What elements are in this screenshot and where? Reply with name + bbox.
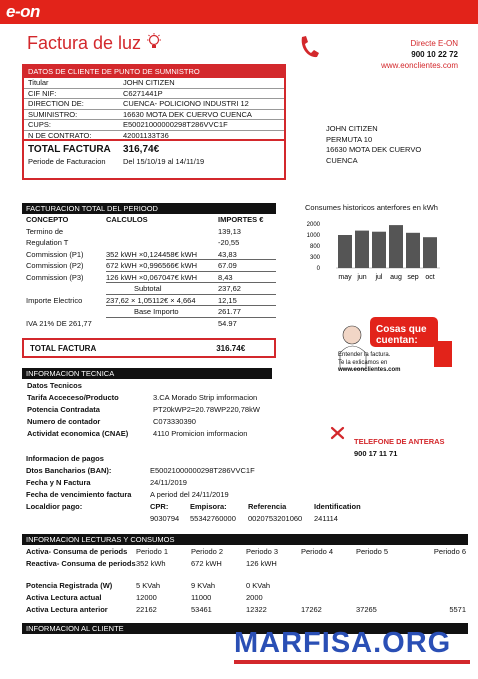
y-tick-label: 2000 — [306, 222, 320, 228]
contact-label: Directe E-ON — [410, 39, 458, 48]
billing-col-headers: CONCEPTO CALCULOS IMPORTES € — [26, 215, 264, 224]
x-tick-label: may — [338, 274, 352, 281]
total-factura-summary: TOTAL FACTURA 316,74€ — [28, 144, 160, 155]
billing-row: Commission (P3) 126 kWH ×0,067047€ kWH 8,43 — [22, 272, 276, 284]
y-tick-label: 800 — [309, 244, 320, 250]
technical-row: Potencia Contradata PT20kWP2=20.78WP220,78kW — [27, 405, 260, 414]
x-tick-label: oct — [425, 274, 435, 281]
readings-row: Activa Lectura anterior 22162 53461 12322 17262 37265 5571 — [26, 605, 466, 614]
breakdown-phone: TELEFONE DE ANTERAS 900 17 11 71 — [354, 437, 445, 458]
billing-row: Commission (P2) 672 kWH ×0,996566€ kWH 67.09 — [22, 260, 276, 272]
contact-web-link[interactable]: www.eonclientes.com — [381, 61, 458, 70]
billing-row: IVA 21% DE 261,77 54.97 — [26, 318, 237, 328]
y-tick-label: 300 — [309, 255, 320, 261]
top-bar — [0, 0, 478, 24]
x-tick-label: sep — [407, 274, 419, 281]
client-row: CIF NIF: C6271441P — [24, 89, 284, 100]
technical-row: Numero de contador C073330390 — [27, 417, 196, 426]
readings-header: INFORMACION LECTURAS Y CONSUMOS — [22, 534, 468, 545]
x-tick-label: jul — [375, 274, 383, 281]
billing-row: Commission (P1) 352 kWH ×0,124458€ kWH 43,83 — [22, 249, 276, 261]
client-row: Titular JOHN CITIZEN — [24, 78, 284, 89]
billing-row: Subtotal 237,62 — [22, 283, 276, 295]
promo-text: Entender la factura. Te la exlicamos en www.eonclientes.com — [338, 352, 401, 373]
readings-section — [22, 534, 468, 616]
client-row: SUMINISTRO: 16630 MOTA DEK CUERVO CUENCA — [24, 110, 284, 121]
billing-row: Base Importo 261.77 — [22, 306, 276, 318]
client-data-box — [22, 64, 286, 180]
client-data-header: DATOS DE CLIENTE DE PUNTO DE SUMNISTRO — [24, 66, 284, 78]
page-title: Factura de luz — [27, 33, 142, 53]
contact-block — [340, 38, 458, 71]
promo-title: Cosas que cuentan: — [376, 324, 427, 346]
contact-phone: 900 10 22 72 — [411, 50, 458, 59]
y-tick-label: 0 — [316, 266, 320, 272]
y-tick-label: 1000 — [306, 233, 320, 239]
billing-period: Periode de Facturacion Del 15/10/19 al 14/11/19 — [28, 157, 205, 166]
phone-icon — [298, 35, 320, 59]
x-tick-label: aug — [390, 274, 402, 281]
payment-location-row: Localdior pago: CPR: Empisora: Referencia Identification — [26, 502, 361, 511]
watermark: MARFISA.ORG — [234, 627, 452, 659]
chart-bar — [389, 225, 403, 268]
chart-bar — [338, 235, 352, 268]
total-factura-box: TOTAL FACTURA 316.74€ — [22, 338, 276, 358]
billing-row: Termino de 139,13 — [26, 226, 241, 236]
chart-title: Consumes historicos anterfores en kWh — [305, 203, 438, 212]
chart-bar — [423, 237, 437, 268]
technical-subtitle: Datos Tecnicos — [27, 381, 82, 390]
payment-row: Dtos Bancharios (BAN): E50021000000298T286VVC1F — [26, 466, 255, 475]
readings-row: Reactiva- Consuma de periods 352 kWh 672 kWH 126 kWH — [26, 559, 277, 568]
payment-section — [26, 453, 446, 525]
readings-row: Activa Lectura actual 12000 11000 2000 — [26, 593, 263, 602]
billing-header: FACTURACION TOTAL DEL PERIOOD — [22, 203, 276, 214]
technical-row: Tarifa Acceceso/Producto 3.CA Morado Strip imformacion — [27, 393, 258, 402]
client-row: DIRECTION DE: CUENCA- POLICIONO INDUSTRI 12 — [24, 99, 284, 110]
consumption-bar-chart — [300, 216, 450, 288]
x-tick-label: jun — [357, 274, 367, 281]
lightbulb-icon — [146, 33, 162, 51]
readings-col-headers: Activa- Consuma de periods Periodo 1 Periodo 2 Periodo 3 Periodo 4 Periodo 5 Periodo 6 — [26, 547, 466, 556]
payment-subtitle: Informacion de pagos — [26, 454, 104, 463]
technical-header: INFORMACION TECNICA — [22, 368, 272, 379]
chart-bar — [372, 232, 386, 268]
client-info-header: INFORMACION AL CLIENTE — [22, 623, 468, 634]
watermark-underline — [234, 660, 470, 664]
mailing-address: JOHN CITIZEN PERMUTA 10 16630 MOTA DEK CUERVO CUENCA — [326, 124, 422, 165]
payment-row: Fecha y N Factura 24/11/2019 — [26, 478, 187, 487]
technical-section — [22, 368, 272, 440]
chart-bar — [355, 231, 369, 268]
chart-bar — [406, 233, 420, 268]
client-row: CUPS: E50021000000298T286VVC1F — [24, 120, 284, 131]
eon-logo: e-on — [6, 2, 40, 21]
billing-row: Importe Electrico 237,62 × 1,05112€ × 4,664 12,15 — [22, 295, 276, 307]
readings-row: Potencia Registrada (W) 5 KVah 9 KVah 0 KVah — [26, 581, 271, 590]
billing-row: Regulation T -20,55 — [26, 238, 240, 247]
payment-values-row: 9030794 55342760000 0020753201060 241114 — [150, 514, 338, 523]
billing-section — [22, 203, 276, 329]
client-row: N DE CONTRATO: 42001133T36 — [24, 131, 284, 142]
technical-row: Actividat economica (CNAE) 4110 Promicion imformacion — [27, 429, 248, 438]
payment-row: Fecha de vencimiento factura A period del 24/11/2019 — [26, 490, 229, 499]
